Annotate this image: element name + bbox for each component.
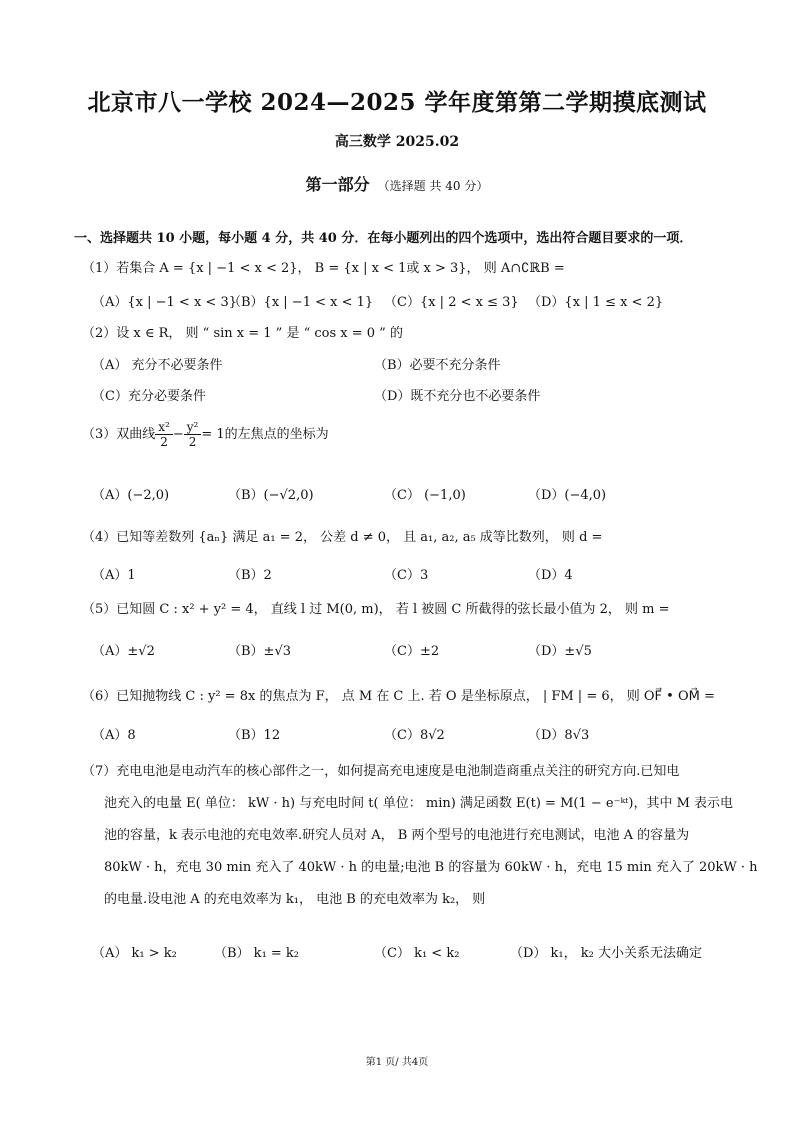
question-7-option-c: （C） k₁ < k₂ [374,946,460,961]
question-5-stem: （5）已知圆 C : x² + y² = 4， 直线 l 过 M(0, m)， 若 l 被圆 C 所截得的弦长最小值为 2， 则 m = [82,602,670,617]
question-2-option-b: （B）必要不充分条件 [374,358,501,373]
fraction-numerator: y² [184,420,202,435]
question-6-option-b: （B）12 [228,728,281,743]
question-7-option-d: （D） k₁， k₂ 大小关系无法确定 [510,946,702,961]
exam-subtitle: 高三数学 2025.02 [334,134,460,150]
question-5-option-a: （A）±√2 [92,644,155,659]
part-title: 第一部分 [305,175,370,194]
question-2-option-a: （A） 充分不必要条件 [92,358,223,373]
question-3-option-b: （B）(−√2,0) [228,488,314,503]
question-5-option-b: （B）±√3 [228,644,292,659]
fraction-y2-over-2 [184,420,202,449]
question-7-line: （7）充电电池是电动汽车的核心部件之一，如何提高充电速度是电池制造商重点关注的研究方向.已知电 [82,764,680,779]
question-7-line: 的电量.设电池 A 的充电效率为 k₁， 电池 B 的充电效率为 k₂， 则 [104,892,486,907]
equals-one: = 1 [201,427,225,442]
question-6-option-d: （D）8√3 [528,728,590,743]
question-5-option-c: （C）±2 [384,644,440,659]
question-4-option-c: （C）3 [384,568,429,583]
question-3-stem [82,420,329,449]
minus-sign: − [172,427,184,442]
question-2-option-c: （C）充分必要条件 [92,389,206,404]
question-7-option-a: （A） k₁ > k₂ [92,946,177,961]
question-7-line: 池的容量，k 表示电池的充电效率.研究人员对 A， B 两个型号的电池进行充电测试，电池 A 的容量为 [104,828,690,843]
question-4-stem: （4）已知等差数列 {aₙ} 满足 a₁ = 2， 公差 d ≠ 0， 且 a₁, a₂, a₅ 成等比数列， 则 d = [82,530,603,545]
fraction-x2-over-2 [155,420,173,449]
question-7-stem [82,756,758,916]
question-3-option-c: （C） (−1,0) [384,488,466,503]
question-4-option-d: （D）4 [528,568,573,583]
fraction-numerator: x² [155,420,173,435]
question-4-option-a: （A）1 [92,568,136,583]
question-6-option-c: （C）8√2 [384,728,445,743]
question-1-option-d: （D）{x | 1 ≤ x < 2} [528,295,664,310]
fraction-denominator: 2 [160,435,168,449]
question-6-stem: （6）已知抛物线 C : y² = 8x 的焦点为 F， 点 M 在 C 上. 若 O 是坐标原点， | FM | = 6， 则 OF⃗ • OM⃗ = [82,689,715,704]
question-5-option-d: （D）±√5 [528,644,592,659]
question-7-line: 池充入的电量 E( 单位： kW · h) 与充电时间 t( 单位： min) 满足函数 E(t) = M(1 − e⁻ᵏᵗ)，其中 M 表示电 [104,796,734,811]
part-heading [0,172,794,195]
question-3-option-a: （A）(−2,0) [92,488,170,503]
question-1-stem: （1）若集合 A = {x | −1 < x < 2}， B = {x | x < 1或 x > 3}， 则 A∩∁ℝB = [82,261,565,276]
fraction-denominator: 2 [188,435,197,449]
exam-title: 北京市八一学校 2024—2025 学年度第第二学期摸底测试 [87,89,707,116]
question-7-option-b: （B） k₁ = k₂ [214,946,300,961]
section-instruction: 一、选择题共 10 小题，每小题 4 分，共 40 分．在每小题列出的四个选项中，选出符合题目要求的一项． [74,231,693,246]
question-1-option-a: （A）{x | −1 < x < 3} [92,295,237,310]
question-2-option-d: （D）既不充分也不必要条件 [374,389,541,404]
part-note: （选择题 共 40 分） [377,179,489,193]
question-7-line: 80kW · h，充电 30 min 充入了 40kW · h 的电量;电池 B 的容量为 60kW · h，充电 15 min 充入了 20kW · h [104,860,758,875]
question-3-prefix: （3）双曲线 [82,427,156,442]
question-1-option-c: （C）{x | 2 < x ≤ 3} [384,295,519,310]
question-4-option-b: （B）2 [228,568,272,583]
page-footer: 第1 页/ 共4页 [365,1057,429,1068]
question-3-option-d: （D）(−4,0) [528,488,607,503]
question-6-option-a: （A）8 [92,728,136,743]
question-1-option-b: （B）{x | −1 < x < 1} [228,295,374,310]
question-2-stem: （2）设 x ∈ R， 则 “ sin x = 1 ” 是 “ cos x = 0 ” 的 [82,326,403,341]
question-3-suffix: 的左焦点的坐标为 [224,427,329,442]
